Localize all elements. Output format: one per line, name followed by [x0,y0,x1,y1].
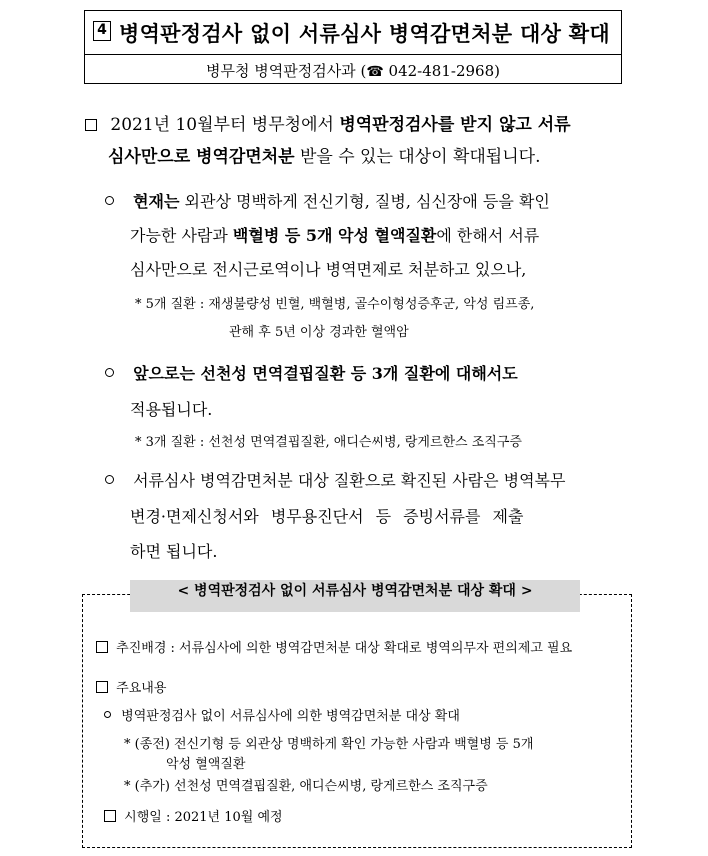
circle-bullet-icon [105,196,114,205]
phone-number: 042-481-2968 [388,62,495,80]
item1-line-2: 가능한 사람과 백혈병 등 5개 악성 혈액질환에 한해서 서류 [130,226,540,245]
intro-line-2: 심사만으로 병역감면처분 받을 수 있는 대상이 확대됩니다. [108,147,541,167]
item1-line-1: 현재는 외관상 명백하게 전신기형, 질병, 심신장애 등을 확인 [105,189,550,212]
item1-note-2: 관해 후 5년 이상 경과한 혈액암 [229,325,409,340]
item2-line-2: 적용됩니다. [130,400,213,419]
summary-banner: < 병역판정검사 없이 서류심사 병역감면처분 대상 확대 > [130,580,580,612]
contact-line: 병무청 병역판정검사과 (☎ 042-481-2968) [206,62,500,80]
item1-note-1: * 5개 질환 : 재생불량성 빈혈, 백혈병, 골수이형성증후군, 악성 림프종, [135,297,535,312]
item3-line-1: 서류심사 병역감면처분 대상 질환으로 확진된 사람은 병역복무 [105,468,565,491]
item2-line-1: 앞으로는 선천성 면역결핍질환 등 3개 질환에 대해서도 [105,361,518,384]
summary-background: 추진배경 : 서류심사에 의한 병역감면처분 대상 확대로 병역의무자 편의제고 필요 [96,637,572,656]
circle-bullet-icon [105,368,114,377]
page-title: 병역판정검사 없이 서류심사 병역감면처분 대상 확대 [119,21,610,46]
item3-line-2: 변경·면제신청서와 병무용진단서 등 증빙서류를 제출 [130,507,524,526]
summary-prev-1: * (종전) 전신기형 등 외관상 명백하게 확인 가능한 사람과 백혈병 등 5개 [124,737,534,752]
title-box [84,10,622,84]
square-bullet-icon [85,119,97,131]
title-row [85,11,621,55]
department: 병무청 병역판정검사과 [206,62,356,80]
item3-line-3: 하면 됩니다. [130,542,218,561]
square-bullet-icon [96,641,108,653]
square-bullet-icon [96,681,108,693]
square-bullet-icon [104,810,116,822]
summary-schedule: 시행일 : 2021년 10월 예정 [104,806,283,825]
summary-main-item: 병역판정검사 없이 서류심사에 의한 병역감면처분 대상 확대 [104,705,460,724]
summary-added: * (추가) 선천성 면역결핍질환, 애디슨씨병, 랑게르한스 조직구증 [124,779,488,794]
phone-icon: ☎ [366,64,384,80]
section-number: 4 [93,21,111,41]
item2-note: * 3개 질환 : 선천성 면역결핍질환, 애디슨씨병, 랑게르한스 조직구증 [135,435,522,450]
summary-prev-2: 악성 혈액질환 [166,757,246,772]
circle-bullet-icon [105,475,114,484]
circle-bullet-icon [104,711,111,718]
intro-line-1: 2021년 10월부터 병무청에서 병역판정검사를 받지 않고 서류 [85,110,571,135]
item1-line-3: 심사만으로 전시근로역이나 병역면제로 처분하고 있으나, [130,260,527,279]
summary-main-label: 주요내용 [96,677,166,696]
